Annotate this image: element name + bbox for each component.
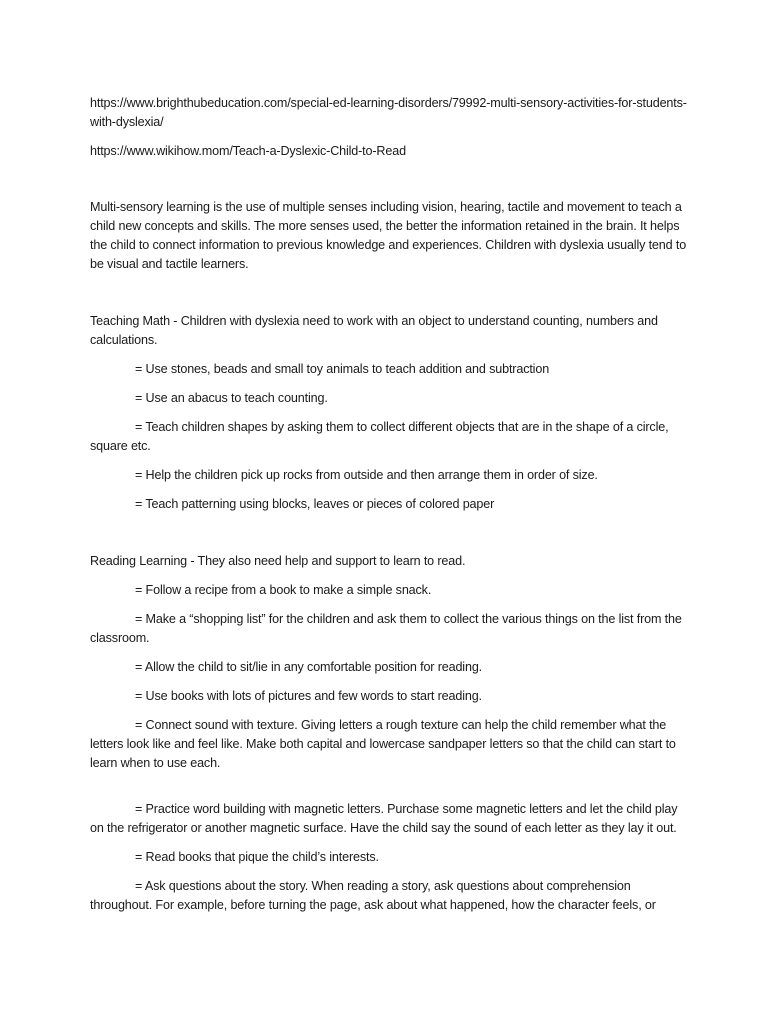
reading-heading: Reading Learning - They also need help and support to learn to read. [90,554,466,568]
reading-item: = Use books with lots of pictures and few words to start reading. [135,689,482,703]
reading-item: = Ask questions about the story. When reading a story, ask questions about comprehension throughout. For example, before turning the page, ask about what happened, how the character feels, or [90,879,656,912]
reading-item: = Allow the child to sit/lie in any comfortable position for reading. [135,660,483,674]
math-item: = Teach children shapes by asking them to collect different objects that are in the shape of a circle, square etc. [90,420,669,453]
math-item: = Use stones, beads and small toy animals to teach addition and subtraction [135,362,550,376]
reading-item: = Read books that pique the child’s interests. [135,850,379,864]
reference-link-2[interactable]: https://www.wikihow.mom/Teach-a-Dyslexic-Child-to-Read [90,144,406,158]
reading-item: = Connect sound with texture. Giving letters a rough texture can help the child remember what the letters look like and feel like. Make both capital and lowercase sandpaper letters so that the child can start to learn when to use each. [90,718,676,770]
reading-item: = Make a “shopping list” for the children and ask them to collect the various things on the list from the classroom. [90,612,682,645]
intro-paragraph: Multi-sensory learning is the use of multiple senses including vision, hearing, tactile and movement to teach a child new concepts and skills. The more senses used, the better the information retained in the brain. It helps the child to connect information to previous knowledge and experiences. Children with dyslexia usually tend to be visual and tactile learners. [90,200,687,271]
math-item: = Use an abacus to teach counting. [135,391,328,405]
math-item: = Teach patterning using blocks, leaves or pieces of colored paper [135,497,495,511]
math-item: = Help the children pick up rocks from outside and then arrange them in order of size. [135,468,598,482]
reading-item: = Follow a recipe from a book to make a simple snack. [135,583,432,597]
reading-item: = Practice word building with magnetic letters. Purchase some magnetic letters and let the child play on the refrigerator or another magnetic surface. Have the child say the sound of each letter as they lay it out. [90,802,678,835]
math-heading: Teaching Math - Children with dyslexia need to work with an object to understand counting, numbers and calculations. [90,314,658,347]
reference-link-1[interactable]: https://www.brighthubeducation.com/special-ed-learning-disorders/79992-multi-sensory-activities-for-students-with-dyslexia/ [90,96,687,129]
